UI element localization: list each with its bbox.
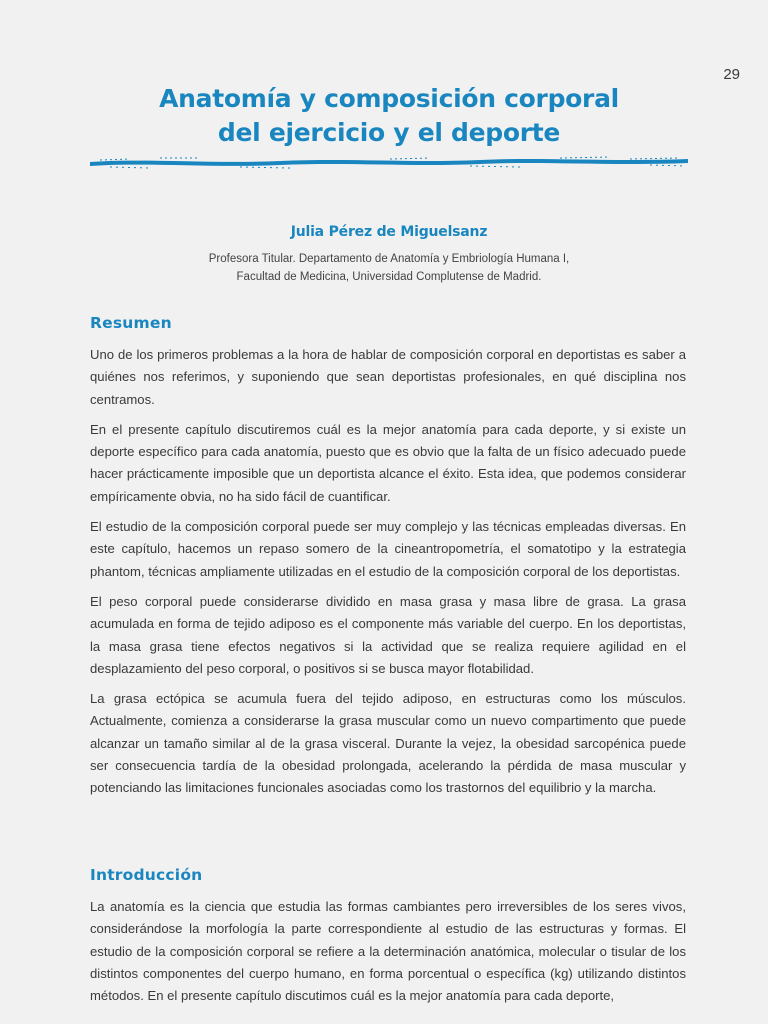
resumen-paragraph: La grasa ectópica se acumula fuera del tejido adiposo, en estructuras como los músculos. Actualmente, comienza a considerarse la grasa muscular como un nuevo compartimento que puede alcanzar un tamaño similar al de la grasa visceral. Durante la vejez, la obesidad sarcopénica puede ser consecuencia tardía de la obesidad prolongada, acelerando la pérdida de masa muscular y potenciando las limitaciones funcionales asociadas como los trastornos del equilibrio y la marcha. <box>90 691 686 796</box>
brush-stroke-divider <box>90 150 688 170</box>
author-affiliation <box>0 250 768 286</box>
resumen-paragraph: Uno de los primeros problemas a la hora de hablar de composición corporal en deportistas es saber a quiénes nos referimos, y suponiendo que sean deportistas profesionales, en qué disciplina nos centramos. <box>90 347 686 407</box>
author-name: Julia Pérez de Miguelsanz <box>290 224 488 240</box>
resumen-paragraph: En el presente capítulo discutiremos cuál es la mejor anatomía para cada deporte, y si existe un deporte específico para cada anatomía, puesto que es obvio que la falta de un físico adecuado puede hacer prácticamente imposible que un deportista alcance el éxito. Esta idea, que podemos considerar empíricamente obvia, no ha sido fácil de cuantificar. <box>90 421 686 504</box>
introduccion-body <box>90 896 686 1015</box>
affiliation-line2: Facultad de Medicina, Universidad Complutense de Madrid. <box>236 271 542 283</box>
resumen-paragraph: El peso corporal puede considerarse dividido en masa grasa y masa libre de grasa. La grasa acumulada en forma de tejido adiposo es el componente más variable del cuerpo. En los deportistas, la masa grasa tiene efectos negativos si la actividad que se realiza requiere agilidad en el desplazamiento del peso corporal, o positivos si se busca mayor flotabilidad. <box>90 593 686 676</box>
section-heading-introduccion: Introducción <box>90 866 203 884</box>
resumen-paragraph: El estudio de la composición corporal puede ser muy complejo y las técnicas empleadas diversas. En este capítulo, hacemos un repaso somero de la cineantropometría, el somatotipo y la estrategia phantom, técnicas ampliamente utilizadas en el estudio de la composición corporal de los deportistas. <box>90 519 686 579</box>
chapter-title-line2: del ejercicio y el deporte <box>217 118 561 147</box>
page-number: 29 <box>723 66 740 83</box>
introduccion-paragraph: La anatomía es la ciencia que estudia las formas cambiantes pero irreversibles de los seres vivos, considerándose la morfología la parte correspondiente al estudio de las estructuras y formas. El estudio de la composición corporal se refiere a la determinación anatómica, molecular o tisular de los distintos componentes del cuerpo humano, en forma porcentual o específica (kg) utilizando distintos métodos. En el presente capítulo discutimos cuál es la mejor anatomía para cada deporte, <box>90 899 686 1004</box>
chapter-title <box>0 82 768 150</box>
chapter-title-line1: Anatomía y composición corporal <box>159 84 619 113</box>
section-heading-resumen: Resumen <box>90 314 172 332</box>
resumen-body <box>90 344 686 808</box>
affiliation-line1: Profesora Titular. Departamento de Anatomía y Embriología Humana I, <box>208 253 570 265</box>
